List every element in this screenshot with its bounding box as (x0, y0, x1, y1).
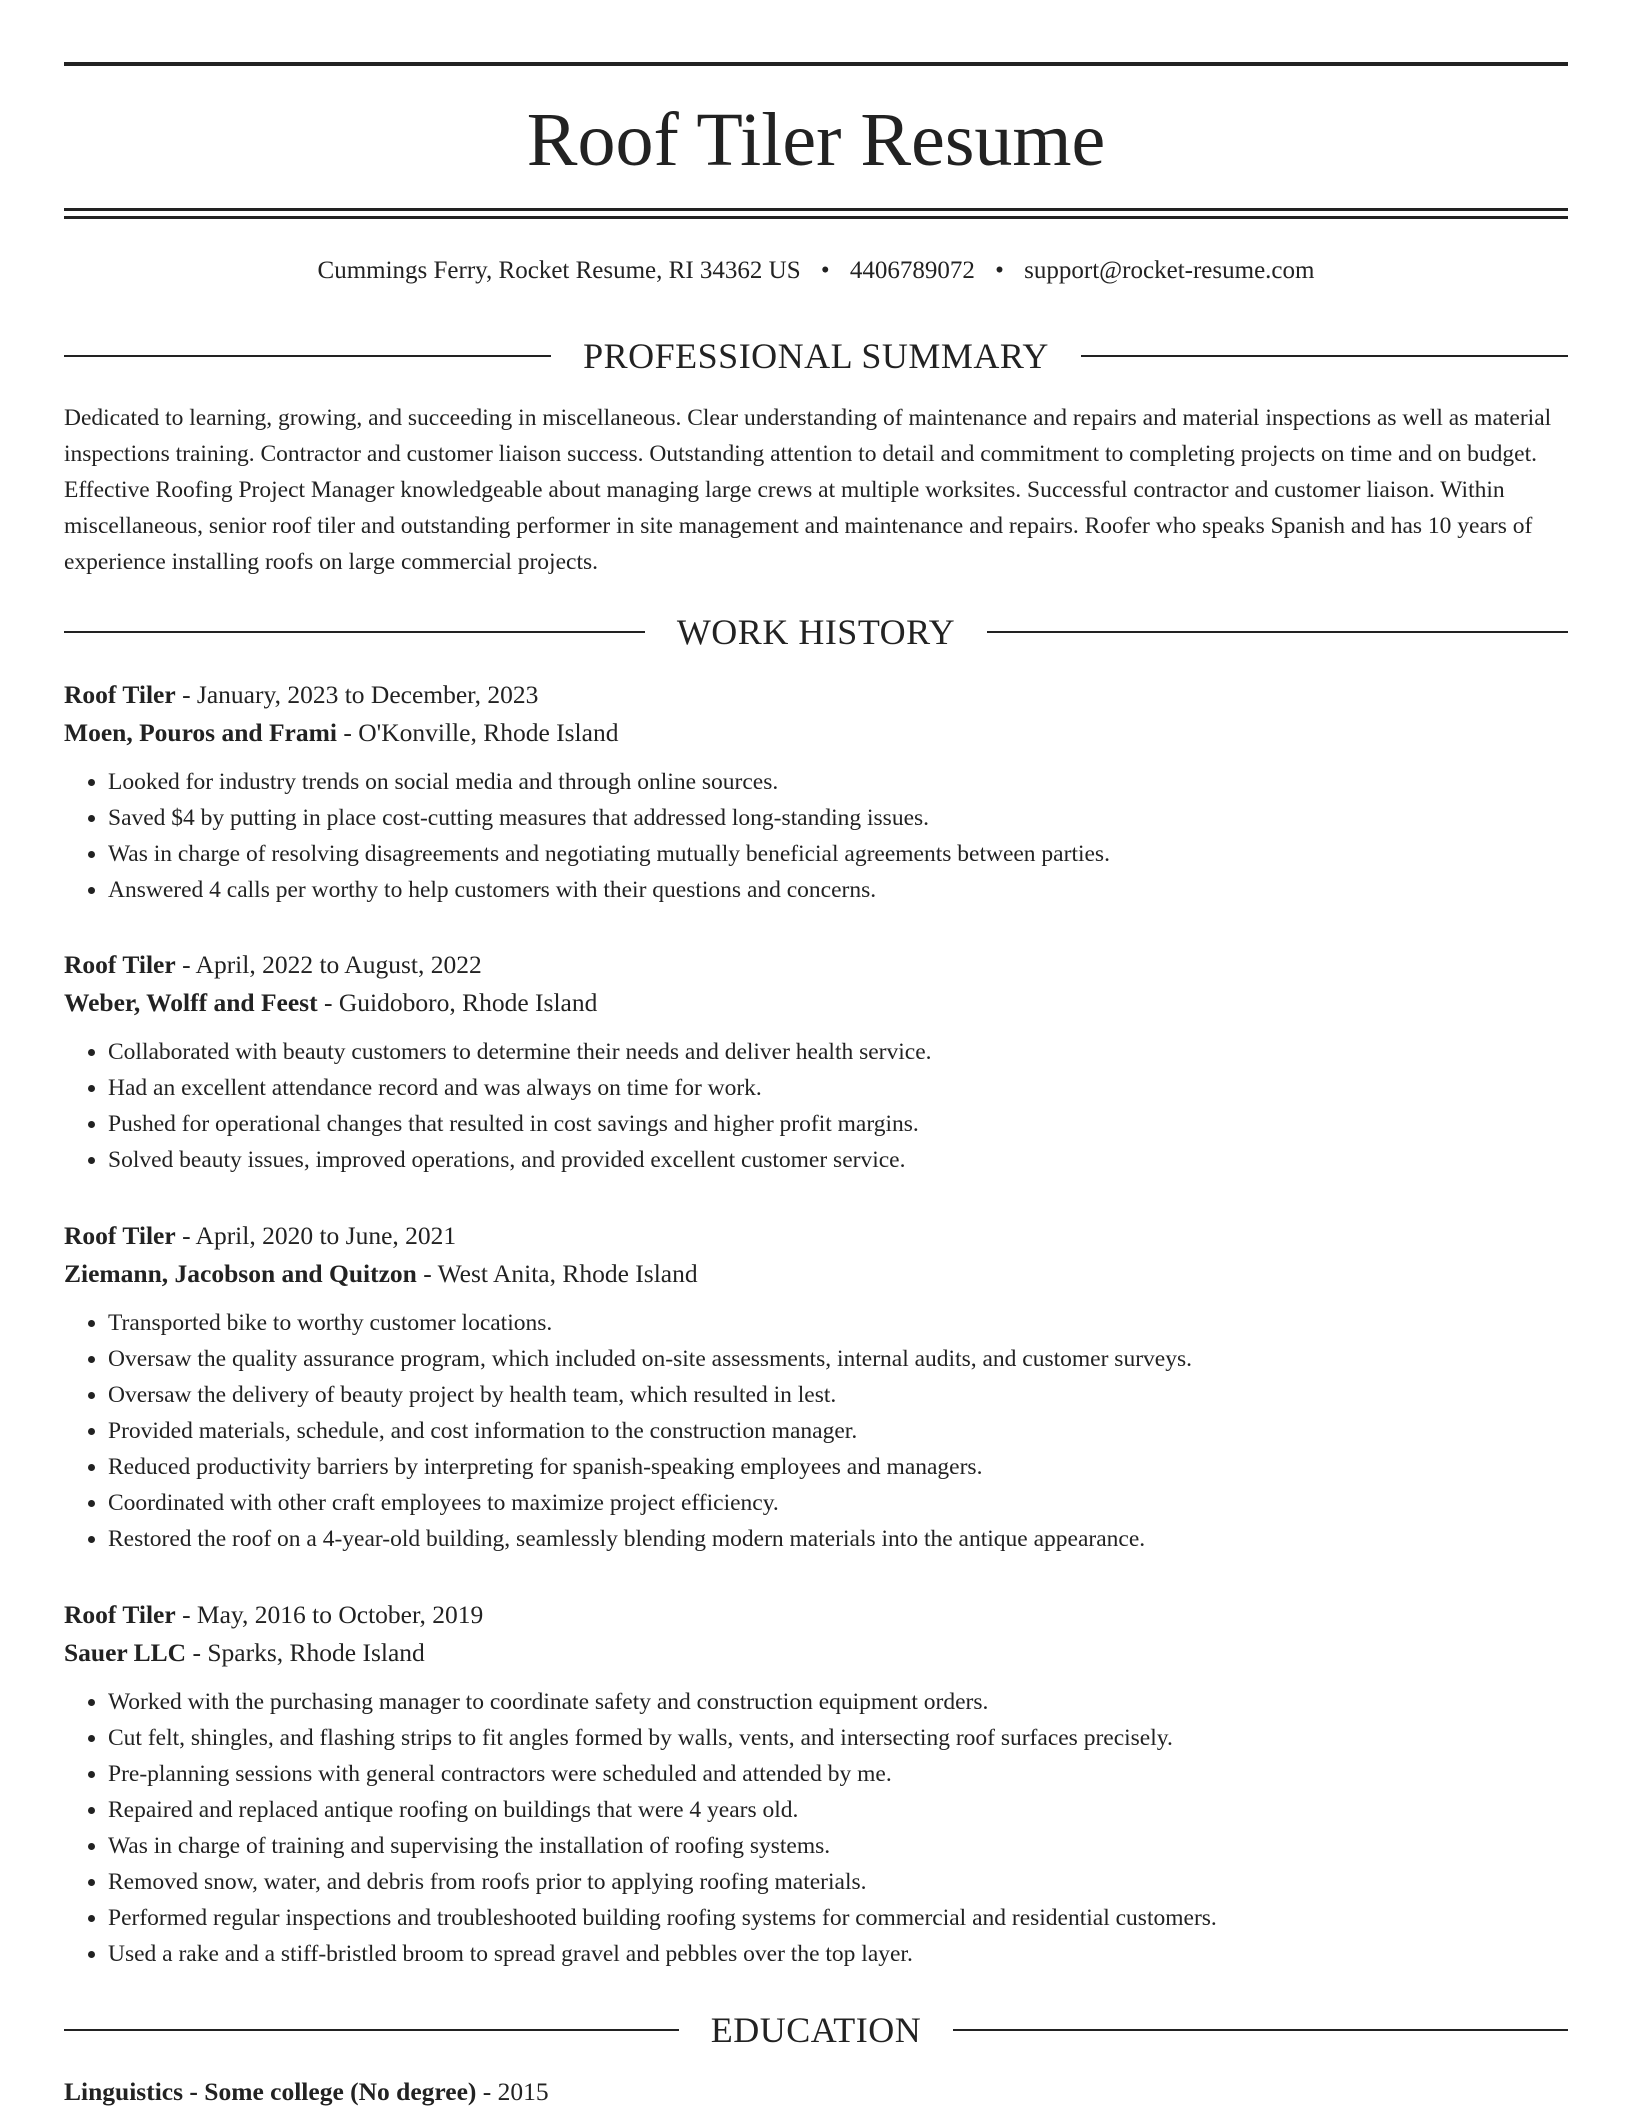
job-dates: - April, 2020 to June, 2021 (175, 1221, 457, 1250)
section-rule-right (1081, 355, 1568, 357)
job-bullet: • Answered 4 calls per worthy to help customers with their questions and concerns. (108, 872, 1568, 908)
job-location: - O'Konville, Rhode Island (336, 718, 619, 747)
job-bullet: • Performed regular inspections and troubleshooted building roofing systems for commercial and residential customers. (108, 1900, 1568, 1936)
job-bullet: • Looked for industry trends on social media and through online sources. (108, 764, 1568, 800)
job-bullet: • Pushed for operational changes that resulted in cost savings and higher profit margins. (108, 1106, 1568, 1142)
job-bullet: • Removed snow, water, and debris from roofs prior to applying roofing materials. (108, 1864, 1568, 1900)
job-company-line (64, 1634, 1568, 1672)
contact-line (0, 254, 1632, 288)
job-bullet: • Restored the roof on a 4-year-old building, seamlessly blending modern materials into the antique appearance. (108, 1521, 1568, 1557)
job-bullet: • Oversaw the delivery of beauty project by health team, which resulted in lest. (108, 1377, 1568, 1413)
summary-text: Dedicated to learning, growing, and succeeding in miscellaneous. Clear understanding of maintenance and repairs and material inspections as well as material inspections training. Contractor and customer liaison success. Outstanding attention to detail and commitment to completing projects on time and on budget. Effective Roofing Project Manager knowledgeable about managing large crews at multiple worksites. Successful contractor and customer liaison. Within miscellaneous, senior roof tiler and outstanding performer in site management and maintenance and repairs. Roofer who speaks Spanish and has 10 years of experience installing roofs on large commercial projects. (64, 405, 1552, 575)
job-title-line (64, 1217, 1568, 1255)
job-bullet: • Collaborated with beauty customers to determine their needs and deliver health service. (108, 1034, 1568, 1070)
job-title: Roof Tiler (64, 680, 176, 709)
job-company: Moen, Pouros and Frami (64, 718, 337, 747)
job-company: Sauer LLC (64, 1638, 187, 1667)
job-entry (64, 1596, 1568, 1972)
section-header-education (64, 2008, 1568, 2052)
contact-phone: 4406789072 (849, 257, 975, 284)
section-header-work-history (64, 610, 1568, 654)
education-degree: Linguistics - Some college (No degree) (64, 2077, 477, 2106)
job-bullet: • Coordinated with other craft employees to maximize project efficiency. (108, 1485, 1568, 1521)
contact-address: Cummings Ferry, Rocket Resume, RI 34362 US (317, 257, 801, 284)
title-double-rule-upper (64, 208, 1568, 211)
education-entry (64, 2074, 1568, 2110)
job-dates: - January, 2023 to December, 2023 (175, 680, 539, 709)
job-bullet: • Was in charge of resolving disagreements and negotiating mutually beneficial agreements between parties. (108, 836, 1568, 872)
contact-email: support@rocket-resume.com (1024, 257, 1315, 284)
job-company-line (64, 714, 1568, 752)
section-rule-right (953, 2029, 1568, 2031)
job-company-line (64, 1255, 1568, 1293)
job-bullet: • Was in charge of training and supervising the installation of roofing systems. (108, 1828, 1568, 1864)
section-header-professional-summary (64, 334, 1568, 378)
job-company: Ziemann, Jacobson and Quitzon (64, 1259, 417, 1288)
job-bullet: • Pre-planning sessions with general contractors were scheduled and attended by me. (108, 1756, 1568, 1792)
job-bullet: • Provided materials, schedule, and cost information to the construction manager. (108, 1413, 1568, 1449)
job-bullets (64, 1305, 1568, 1557)
section-title: EDUCATION (710, 2010, 922, 2050)
section-title: WORK HISTORY (676, 612, 956, 652)
job-entry (64, 946, 1568, 1178)
job-bullets (64, 1684, 1568, 1972)
job-company: Weber, Wolff and Feest (64, 988, 318, 1017)
section-title: PROFESSIONAL SUMMARY (583, 336, 1049, 376)
job-title-line (64, 1596, 1568, 1634)
job-bullet: • Reduced productivity barriers by interpreting for spanish-speaking employees and managers. (108, 1449, 1568, 1485)
job-title: Roof Tiler (64, 950, 176, 979)
section-rule-left (64, 355, 551, 357)
section-rule-right (987, 631, 1568, 633)
job-company-line (64, 984, 1568, 1022)
job-bullet: • Transported bike to worthy customer locations. (108, 1305, 1568, 1341)
education-year: - 2015 (476, 2077, 549, 2106)
job-bullet: • Cut felt, shingles, and flashing strips to fit angles formed by walls, vents, and intersecting roof surfaces precisely. (108, 1720, 1568, 1756)
job-entry (64, 676, 1568, 908)
job-bullet: • Repaired and replaced antique roofing on buildings that were 4 years old. (108, 1792, 1568, 1828)
job-bullets (64, 764, 1568, 908)
job-title: Roof Tiler (64, 1221, 176, 1250)
job-title-line (64, 676, 1568, 714)
title-double-rule-lower (64, 216, 1568, 219)
job-location: - West Anita, Rhode Island (416, 1259, 698, 1288)
job-title: Roof Tiler (64, 1600, 176, 1629)
job-bullet: • Solved beauty issues, improved operations, and provided excellent customer service. (108, 1142, 1568, 1178)
job-dates: - May, 2016 to October, 2019 (175, 1600, 484, 1629)
job-title-line (64, 946, 1568, 984)
contact-separator: • (820, 257, 830, 284)
job-entry (64, 1217, 1568, 1557)
job-bullet: • Oversaw the quality assurance program, which included on-site assessments, internal audits, and customer surveys. (108, 1341, 1568, 1377)
job-bullet: • Had an excellent attendance record and was always on time for work. (108, 1070, 1568, 1106)
section-rule-left (64, 631, 645, 633)
job-bullets (64, 1034, 1568, 1178)
job-location: - Sparks, Rhode Island (186, 1638, 425, 1667)
section-rule-left (64, 2029, 679, 2031)
job-location: - Guidoboro, Rhode Island (317, 988, 598, 1017)
resume-title: Roof Tiler Resume (526, 98, 1106, 182)
job-bullet: • Used a rake and a stiff-bristled broom to spread gravel and pebbles over the top layer. (108, 1936, 1568, 1972)
job-dates: - April, 2022 to August, 2022 (175, 950, 482, 979)
contact-separator: • (995, 257, 1004, 284)
job-bullet: • Worked with the purchasing manager to coordinate safety and construction equipment orders. (108, 1684, 1568, 1720)
job-bullet: • Saved $4 by putting in place cost-cutting measures that addressed long-standing issues. (108, 800, 1568, 836)
top-rule (64, 62, 1568, 66)
